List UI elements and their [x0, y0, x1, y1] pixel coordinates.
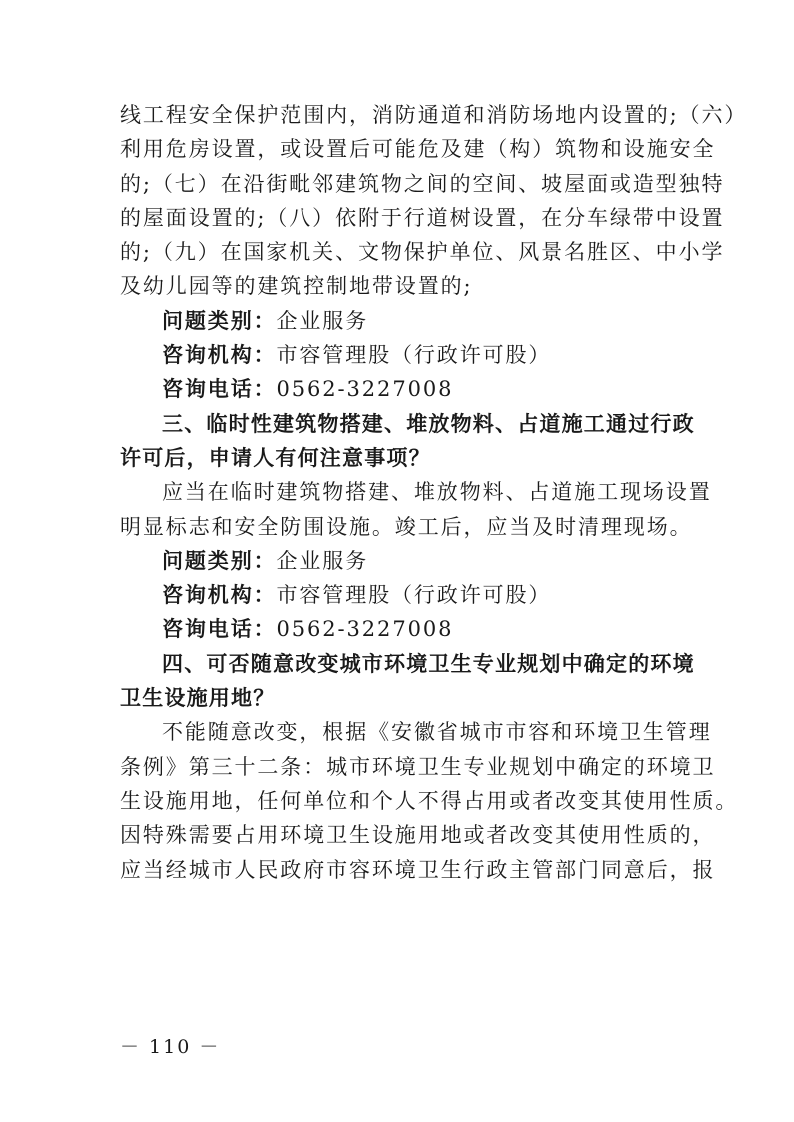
- document-body: [120, 98, 748, 887]
- question-title: 许可后，申请人有何注意事项？: [120, 445, 431, 470]
- consulting-org: [120, 578, 676, 612]
- phone-value: 0562-3227008: [276, 617, 454, 642]
- answer-text-line: 应当经城市人民政府市容环境卫生行政主管部门同意后，报: [120, 857, 716, 882]
- answer-text-line: 明显标志和安全防围设施。竣工后，应当及时清理现场。: [120, 514, 693, 539]
- consulting-org: [120, 338, 676, 372]
- org-value: 市容管理股（行政许可股）: [276, 583, 552, 608]
- org-label: 咨询机构：: [162, 583, 277, 608]
- answer-text-line: 因特殊需要占用环境卫生设施用地或者改变其使用性质的，: [120, 823, 716, 848]
- question-title: 三、临时性建筑物搭建、堆放物料、占道施工通过行政: [162, 411, 695, 436]
- answer-text-line: 条例》第三十二条：城市环境卫生专业规划中确定的环境卫: [120, 754, 716, 779]
- consulting-phone: [120, 372, 676, 406]
- answer-text-line: 应当在临时建筑物搭建、堆放物料、占道施工现场设置: [162, 480, 712, 505]
- phone-label: 咨询电话：: [162, 377, 277, 402]
- question-category: [120, 304, 676, 338]
- question-title: 卫生设施用地？: [120, 686, 276, 711]
- category-value: 企业服务: [276, 308, 369, 333]
- question-title: 四、可否随意改变城市环境卫生专业规划中确定的环境: [162, 651, 695, 676]
- consulting-phone: [120, 612, 676, 646]
- question-category: [120, 544, 676, 578]
- body-text-line: 线工程安全保护范围内，消防通道和消防场地内设置的;（六）: [120, 103, 748, 127]
- answer-text-line: 生设施用地，任何单位和个人不得占用或者改变其使用性质。: [120, 788, 739, 813]
- org-label: 咨询机构：: [162, 343, 277, 368]
- body-text-line: 及幼儿园等的建筑控制地带设置的;: [120, 274, 473, 299]
- body-text-line: 利用危房设置，或设置后可能危及建（构）筑物和设施安全: [120, 137, 716, 162]
- phone-value: 0562-3227008: [276, 377, 454, 402]
- answer-text-line: 不能随意改变，根据《安徽省城市市容和环境卫生管理: [162, 720, 712, 745]
- body-text-line: 的屋面设置的;（八）依附于行道树设置，在分车绿带中设置: [120, 205, 725, 230]
- phone-label: 咨询电话：: [162, 617, 277, 642]
- page-number: － 110 －: [120, 1036, 221, 1058]
- org-value: 市容管理股（行政许可股）: [276, 343, 552, 368]
- category-value: 企业服务: [276, 548, 369, 573]
- body-text-line: 的;（七）在沿街毗邻建筑物之间的空间、坡屋面或造型独特: [120, 171, 725, 196]
- category-label: 问题类别：: [162, 308, 277, 333]
- body-text-line: 的;（九）在国家机关、文物保护单位、风景名胜区、中小学: [120, 240, 725, 265]
- category-label: 问题类别：: [162, 548, 277, 573]
